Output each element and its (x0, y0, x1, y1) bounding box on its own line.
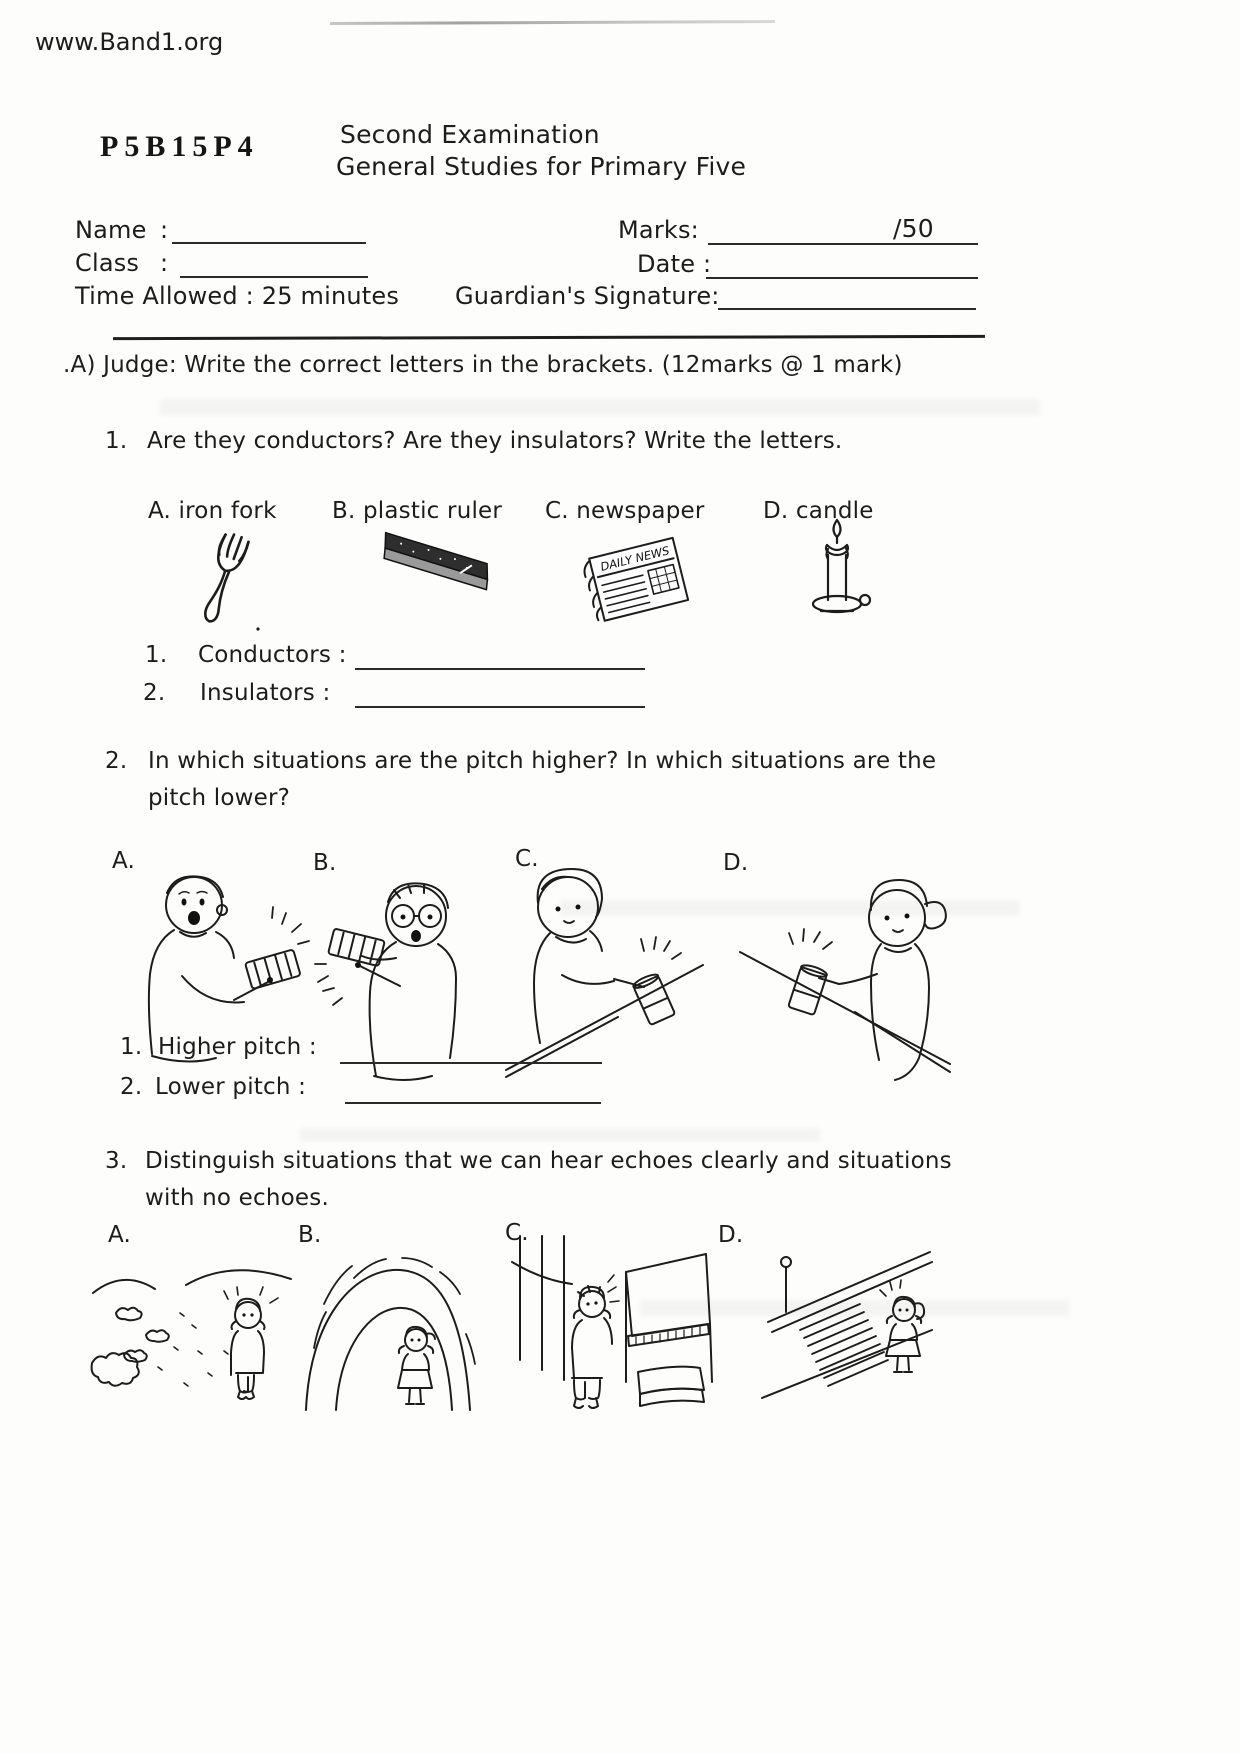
time-allowed-label: Time Allowed : 25 minutes (75, 282, 400, 310)
q1-answer1-number: 1. (145, 642, 168, 668)
q2-picture-a-label: A. (112, 848, 136, 874)
q2-picture-c-label: C. (515, 846, 539, 872)
guardian-blank-line (718, 308, 976, 310)
q1-conductors-blank-line (355, 668, 645, 670)
exam-code-clipped: P5B15P4 (100, 130, 259, 163)
q2-picture-d-label: D. (723, 850, 749, 876)
q1-answer2-number: 2. (143, 680, 166, 706)
section-divider-rule (113, 335, 985, 340)
q2-text-line1: In which situations are the pitch higher? In which situations are the (148, 748, 937, 774)
ruler-icon (366, 530, 504, 605)
date-label: Date : (637, 250, 712, 278)
candle-icon (797, 512, 879, 627)
marks-label: Marks: (618, 216, 699, 244)
q2-answer2-number: 2. (120, 1074, 143, 1100)
q3-picture-a-label: A. (108, 1222, 132, 1248)
q2-answer2-label: Lower pitch : (155, 1074, 307, 1100)
marks-blank-line (708, 243, 978, 245)
q1-text: Are they conductors? Are they insulators? Write the letters. (147, 428, 843, 454)
staircase-illustration (742, 1238, 937, 1410)
date-blank-line (706, 277, 978, 279)
q1-option-c-label: C. newspaper (545, 498, 705, 524)
newspaper-icon (566, 526, 708, 638)
q2-lower-pitch-blank-line (345, 1102, 601, 1104)
name-blank-line (172, 242, 366, 244)
newspaper-masthead-text: DAILY NEWS (598, 543, 671, 574)
piano-room-illustration (508, 1232, 718, 1427)
girl-ponytail-glass-illustration (735, 852, 960, 1097)
q3-text-line2: with no echoes. (145, 1185, 329, 1211)
q1-option-b-label: B. plastic ruler (332, 498, 503, 524)
scan-smudge-line (330, 20, 775, 25)
name-label: Name (75, 216, 147, 244)
q3-text-line1: Distinguish situations that we can hear echoes clearly and situations (145, 1148, 952, 1174)
showthrough-ghost (300, 1128, 820, 1142)
class-blank-line (180, 276, 368, 278)
q2-picture-b-label: B. (313, 850, 337, 876)
q2-answer1-label: Higher pitch : (158, 1034, 317, 1060)
watermark-url: www.Band1.org (35, 28, 224, 56)
q3-picture-b-label: B. (298, 1222, 322, 1248)
open-field-illustration (88, 1255, 298, 1400)
q2-number: 2. (105, 748, 128, 774)
q1-insulators-blank-line (355, 706, 645, 708)
q1-answer1-label: Conductors : (198, 642, 347, 668)
cave-illustration (298, 1238, 488, 1418)
exam-title-line1: Second Examination (340, 120, 600, 149)
section-a-heading: .A) Judge: Write the correct letters in the brackets. (12marks @ 1 mark) (63, 352, 903, 378)
q2-answer1-number: 1. (120, 1034, 143, 1060)
xylophone-boy-glasses-illustration (308, 858, 503, 1083)
fork-icon (178, 527, 273, 635)
guardian-signature-label: Guardian's Signature: (455, 282, 720, 310)
q1-number: 1. (105, 428, 128, 454)
exam-title-line2: General Studies for Primary Five (336, 152, 747, 181)
showthrough-ghost (160, 398, 1040, 416)
q3-number: 3. (105, 1148, 128, 1174)
class-label: Class (75, 249, 140, 277)
q1-option-d-label: D. candle (763, 498, 874, 524)
marks-total: /50 (893, 214, 934, 243)
q1-option-a-label: A. iron fork (148, 498, 277, 524)
q3-picture-c-label: C. (505, 1220, 529, 1246)
girl-glass-table-illustration (498, 845, 713, 1085)
q1-answer2-label: Insulators : (200, 680, 331, 706)
class-colon: : (160, 249, 169, 277)
q2-higher-pitch-blank-line (340, 1062, 602, 1064)
name-colon: : (160, 216, 169, 244)
q3-picture-d-label: D. (718, 1222, 744, 1248)
q2-text-line2: pitch lower? (148, 785, 291, 811)
